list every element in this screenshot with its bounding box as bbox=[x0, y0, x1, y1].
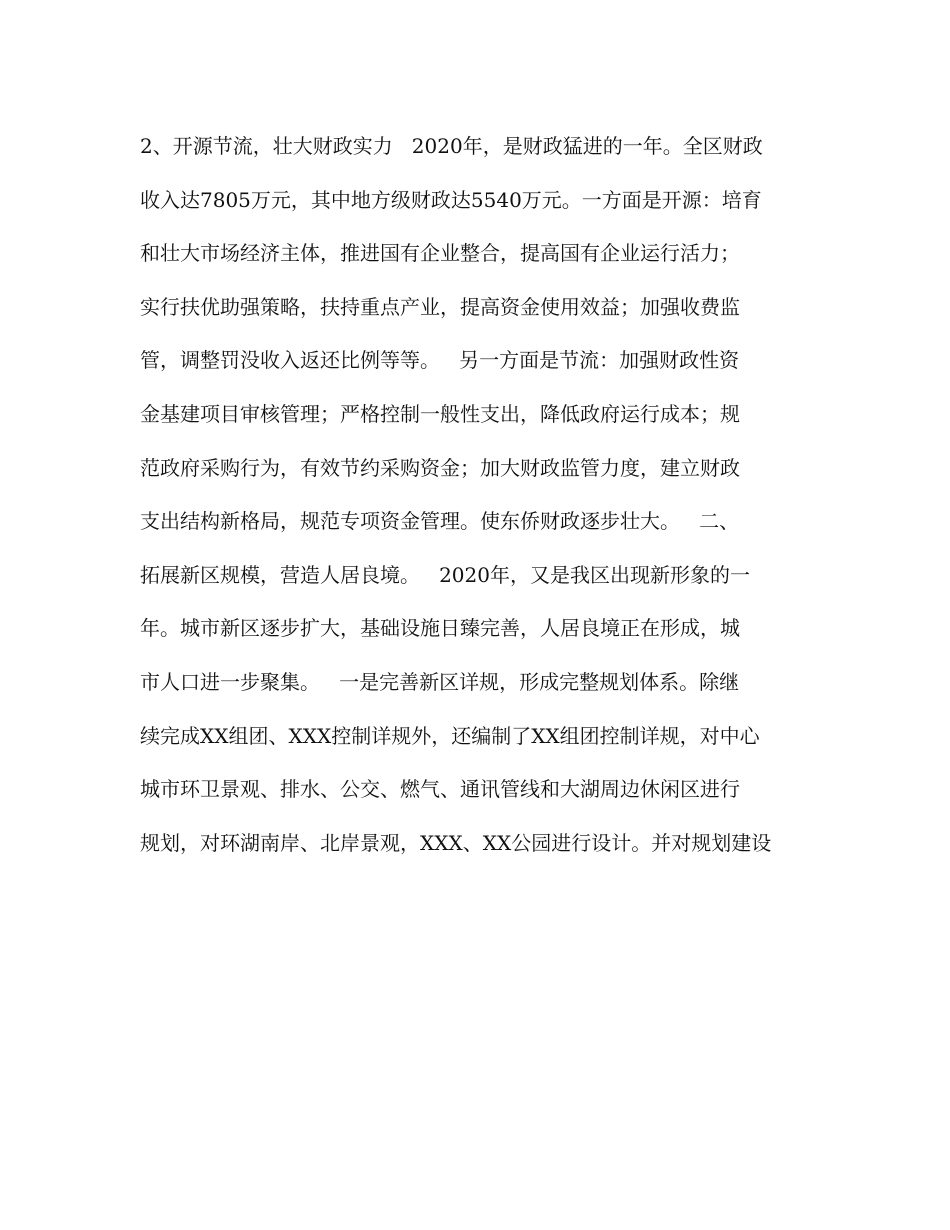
text-line: 收入达7805万元，其中地方级财政达5540万元。一方面是开源：培育 bbox=[140, 187, 762, 212]
text-line: 金基建项目审核管理；严格控制一般性支出，降低政府运行成本；规 bbox=[140, 401, 740, 426]
text-line: 拓展新区规模，营造人居良境。 2020年，又是我区出现新形象的一 bbox=[140, 562, 750, 587]
text-line: 2、开源节流，壮大财政实力 2020年，是财政猛进的一年。全区财政 bbox=[140, 134, 763, 158]
text-line: 续完成XX组团、XXX控制详规外，还编制了XX组团控制详规，对中心 bbox=[140, 723, 760, 748]
text-line: 规划，对环湖南岸、北岸景观，XXX、XX公园进行设计。并对规划建设 bbox=[140, 830, 772, 855]
text-line: 管，调整罚没收入返还比例等等。 另一方面是节流：加强财政性资 bbox=[140, 348, 740, 373]
body-text bbox=[140, 120, 820, 870]
text-line: 支出结构新格局，规范专项资金管理。使东侨财政逐步壮大。 二、 bbox=[140, 509, 740, 534]
text-line: 实行扶优助强策略，扶持重点产业，提高资金使用效益；加强收费监 bbox=[140, 294, 740, 319]
text-line: 市人口进一步聚集。 一是完善新区详规，形成完整规划体系。除继 bbox=[140, 669, 740, 694]
text-line: 年。城市新区逐步扩大，基础设施日臻完善，人居良境正在形成，城 bbox=[140, 616, 740, 641]
text-line: 范政府采购行为，有效节约采购资金；加大财政监管力度，建立财政 bbox=[140, 455, 740, 480]
text-line: 城市环卫景观、排水、公交、燃气、通讯管线和大湖周边休闲区进行 bbox=[140, 777, 740, 802]
text-line: 和壮大市场经济主体，推进国有企业整合，提高国有企业运行活力； bbox=[140, 241, 740, 266]
